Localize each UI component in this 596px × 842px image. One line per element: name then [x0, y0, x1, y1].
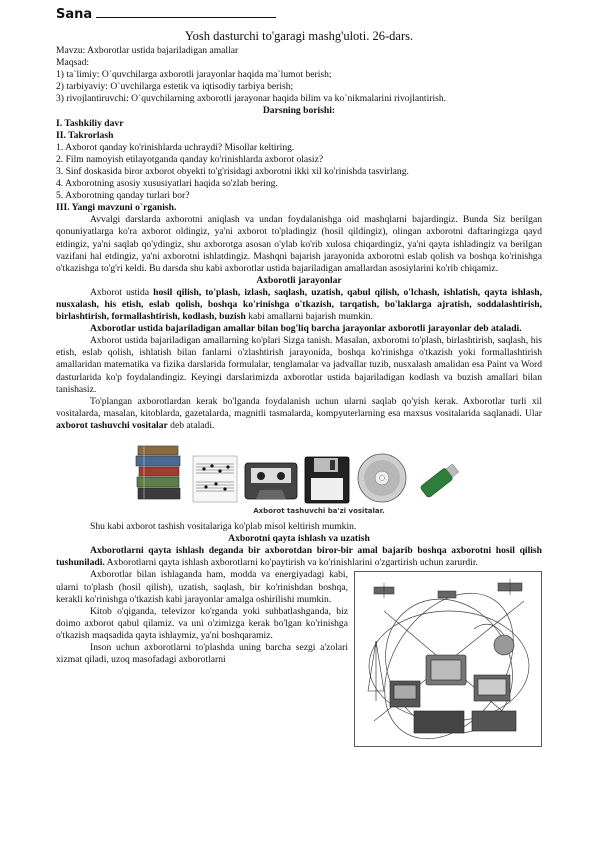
paragraph-2-end: kabi amallarni bajarish mumkin.	[245, 311, 373, 323]
paragraph-2	[56, 287, 542, 323]
goal-1: 1) ta`limiy: O`quvchilarga axborotli jarayonlar haqida ma`lumot berish;	[56, 69, 332, 81]
goal-2: 2) tarbiyaviy: O`uvchilarga estetik va iqtisodiy tarbiya berish;	[56, 81, 294, 93]
storage-media-images	[56, 434, 542, 504]
question-5: 5. Axborotning qanday turlari bor?	[56, 190, 190, 202]
cassette-icon	[244, 460, 298, 504]
cd-disc-icon	[356, 452, 408, 504]
bottom-split	[56, 569, 542, 747]
paragraph-1: Avvalgi darslarda axborotni aniqlash va undan foydalanishga oid mashqlarni bajardingiz. Bunda Siz berilgan qonuniyatlarga ko'ra axborot oldingiz, ya'ni axborot to'pladingiz (hosil qildingiz), olingan axborotni daftaringizga qayd etdingiz, ya'ni saqlab qo'ydingiz, shu axborotga asosan o'ylab ko'rib xulosa chiqardingiz, ya'ni qayta ishladingiz va berilgan vazifani hal etdingiz, ya'ni axborotni ishlatdingiz. Mashqni bajarish jarayonida axborotni eslab qolish va boshqa ko'rinishga o'tkazishga to'g'ri keldi. Bu darsda shu kabi axborotlar ustida bajariladigan amallardan asosiylarini ko'rib chiqamiz.	[56, 214, 542, 274]
process-heading: Darsning borishi:	[262, 105, 336, 117]
name-line	[56, 6, 542, 23]
paragraph-3-definition: Axborotlar ustida bajariladigan amallar bilan bog'liq barcha jarayonlar axborotli jarayonlar deb ataladi.	[90, 323, 522, 335]
paragraph-5-end: deb ataladi.	[167, 419, 215, 431]
goal-label: Maqsad:	[56, 57, 90, 69]
section-2-heading: II. Takrorlash	[56, 129, 114, 141]
question-2: 2. Film namoyish etilayotganda qanday ko'rinishlarda axborot olasiz?	[56, 153, 324, 165]
usb-flash-drive-icon	[414, 458, 464, 504]
paragraph-5	[56, 396, 542, 432]
bottom-text-column	[56, 569, 348, 747]
section-3-heading: III. Yangi mavzuni o`rganish.	[56, 202, 177, 214]
sheet-music-icon	[192, 454, 238, 504]
paragraph-5-term: axborot tashuvchi vositalar	[56, 419, 168, 431]
question-1: 1. Axborot qanday ko'rinishlarda uchraydi? Misollar keltiring.	[56, 141, 295, 153]
paragraph-2-operations: hosil qilish, to'plash, izlash, saqlash, uzatish, qabul qilish, o'lchash, ishlatish, qayta ishlash, nusxalash, his etish, eslab qolish, boshqa ko'rinishga o'tkazish, tarqatish, bo'laklarga ajratish, soddalashtirish, birlashtirish, formallashtirish, kodlash, buzish	[56, 286, 542, 323]
paragraph-5-start: To'plangan axborotlardan kerak bo'lganda foydalanish uchun ularni saqlab qo'yish kerak. Axborotlar turli xil vositalarda, masalan, kitoblarda, gazetalarda, magnitli tasmalarda, kompyuterlarning esa maxsus vositalarida saqlanadi. Ular	[56, 395, 542, 419]
goal-3: 3) rivojlantiruvchi: O`quvchilarning axborotli jarayonar haqida bilim va ko`nikmalarini rivojlantirish.	[56, 93, 447, 105]
heading-processes: Axborotli jarayonlar	[256, 274, 342, 286]
image-caption: Axborot tashuvchi ba'zi vositalar.	[253, 507, 385, 515]
lesson-topic: Mavzu: Axborotlar ustida bajariladigan amallar	[56, 45, 239, 56]
communication-illustration	[354, 571, 542, 747]
floppy-disk-icon	[304, 456, 350, 504]
name-blank-line	[96, 6, 276, 18]
question-4: 4. Axborotning asosiy xususiyatlari haqida so'zlab bering.	[56, 178, 278, 190]
paragraph-4: Axborot ustida bajariladigan amallarning ko'plari Sizga tanish. Masalan, axborotni to'plash, birlashtirish, saqlash, his etish, eslab qolish, ishlatish bilan fanlarni o'zlashtirish jarayonida, boshqa ko'rinishga o'tkazish yoki formallashtirish amallaridan matematika va fizika darslarida formulalar, tenglamalar va jadvallar tuzib, nusxalash amalidan esa Paint va Word dasturlarida ko'p foydalandingiz. Keyingi darslarimizda axborotlar ustida bajariladigan kodlash va buzish amallari bilan tanishasiz.	[56, 335, 542, 395]
paragraph-7	[56, 545, 542, 569]
name-label: Sana	[56, 7, 93, 22]
paragraph-7-end: Axborotlarni qayta ishlash axborotlarni ko'paytirish va ko'rinishlarini o'zgartirish uchun zarurdir.	[104, 557, 478, 569]
paragraph-6: Shu kabi axborot tashish vositalariga ko'plab misol keltirish mumkin.	[90, 521, 357, 533]
paragraph-9: Kitob o'qiganda, televizor ko'rganda yoki suhbatlashganda, biz doimo axborot qabul qilamiz. va uni o'zimizga kerak bo'lgan ko'rinishga o'tkazish maqsadida qayta ishlaymiz, ya'ni boshqaramiz.	[56, 605, 348, 641]
paragraph-10: Inson uchun axborotlarni to'plashda uning barcha sezgi a'zolari xizmat qiladi, uzoq masofadagi axborotlarni	[56, 642, 348, 666]
paragraph-8: Axborotlar bilan ishlaganda ham, modda va energiyadagi kabi, ularni to'plash (hosil qilish), uzatish, saqlash, bir ko'rinishdan boshqa, kerakli ko'rinishga o'tkazish kabi jarayonlar amalga oshirilishi mumkin.	[56, 569, 348, 605]
document-page	[56, 6, 542, 747]
question-3: 3. Sinf doskasida biror axborot obyekti to'g'risidagi axborotni ikki xil ko'rinishda tasvirlang.	[56, 165, 409, 177]
books-icon	[134, 440, 186, 504]
heading-reprocess: Axborotni qayta ishlash va uzatish	[228, 533, 370, 545]
paragraph-7-definition: Axborotlarni qayta ishlash deganda bir axborotdan biror-bir amal bajarib boshqa axborotni hosil qilish tushuniladi.	[56, 545, 542, 569]
section-1-heading: I. Tashkiliy davr	[56, 117, 124, 129]
lesson-title: Yosh dasturchi to'garagi mashg'uloti. 26-dars.	[184, 29, 414, 43]
paragraph-2-start: Axborot ustida	[90, 286, 154, 298]
